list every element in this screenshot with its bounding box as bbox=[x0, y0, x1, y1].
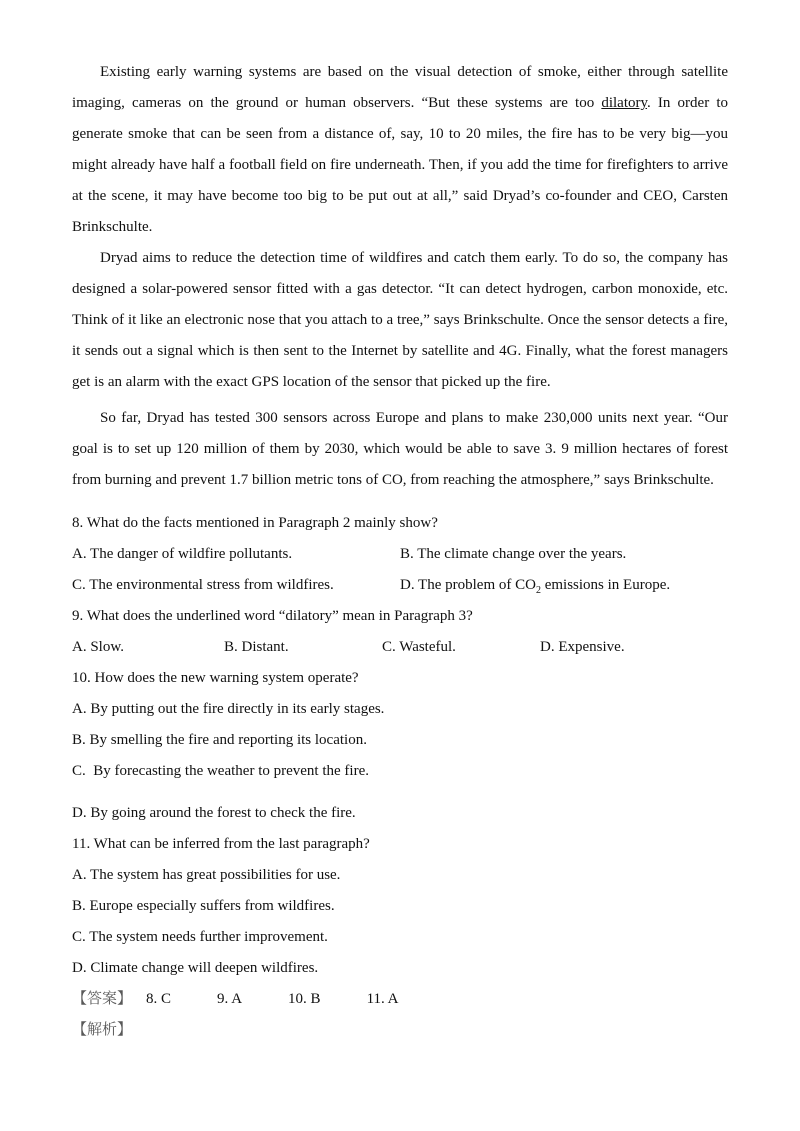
question-8-option-b: B. The climate change over the years. bbox=[400, 546, 627, 562]
answer-line bbox=[72, 984, 728, 1015]
question-11-option-c: C. The system needs further improvement. bbox=[72, 929, 328, 945]
document-content bbox=[72, 0, 728, 1046]
analysis-label: 【解析】 bbox=[72, 1022, 133, 1038]
question-8-option-d-pre: D. The problem of CO bbox=[400, 577, 536, 593]
question-9-option-c: C. Wasteful. bbox=[382, 639, 456, 655]
answer-q9: 9. A bbox=[217, 991, 243, 1007]
underlined-word-dilatory: dilatory bbox=[601, 95, 648, 111]
questions-section bbox=[72, 508, 728, 1046]
analysis-line bbox=[72, 1015, 728, 1046]
question-8-option-a: A. The danger of wildfire pollutants. bbox=[72, 546, 293, 562]
question-8-options bbox=[72, 539, 728, 601]
question-9-stem: 9. What does the underlined word “dilatory” mean in Paragraph 3? bbox=[72, 608, 473, 624]
answer-label: 【答案】 bbox=[72, 991, 133, 1007]
question-11-option-d: D. Climate change will deepen wildfires. bbox=[72, 960, 319, 976]
question-11-stem: 11. What can be inferred from the last paragraph? bbox=[72, 836, 370, 852]
question-11-option-b: B. Europe especially suffers from wildfires. bbox=[72, 898, 335, 914]
answer-q11: 11. A bbox=[366, 991, 399, 1007]
question-10-option-b: B. By smelling the fire and reporting its location. bbox=[72, 732, 367, 748]
question-9-option-b: B. Distant. bbox=[224, 639, 289, 655]
passage-paragraph-2: Dryad aims to reduce the detection time of wildfires and catch them early. To do so, the company has designed a solar-powered sensor fitted with a gas detector. “It can detect hydrogen, carbon monoxide, etc. Think of it like an electronic nose that you attach to a tree,” says Brinkschulte. Once the sensor detects a fire, it sends out a signal which is then sent to the Internet by satellite and 4G. Finally, what the forest managers get is an alarm with the exact GPS location of the sensor that picked up the fire. bbox=[72, 250, 728, 390]
passage-p1-pre: Existing early warning systems are based on the visual detection of smoke, either through satellite imaging, cameras on the ground or human observers. “But these systems are too bbox=[72, 64, 728, 111]
passage-paragraph-3: So far, Dryad has tested 300 sensors across Europe and plans to make 230,000 units next year. “Our goal is to set up 120 million of them by 2030, which would be able to save 3. 9 million hectares of forest from burning and prevent 1.7 billion metric tons of CO, from reaching the atmosphere,” says Brinkschulte. bbox=[72, 410, 728, 488]
question-10-stem: 10. How does the new warning system operate? bbox=[72, 670, 359, 686]
question-9-options bbox=[72, 632, 728, 663]
question-10 bbox=[72, 663, 728, 829]
answer-q10: 10. B bbox=[288, 991, 321, 1007]
question-8-option-c: C. The environmental stress from wildfires. bbox=[72, 577, 334, 593]
question-8-stem: 8. What do the facts mentioned in Paragraph 2 mainly show? bbox=[72, 515, 438, 531]
co2-subscript: 2 bbox=[535, 585, 541, 596]
answer-q8: 8. C bbox=[146, 991, 172, 1007]
passage-paragraph-1 bbox=[72, 57, 728, 243]
question-9-option-d: D. Expensive. bbox=[540, 639, 625, 655]
question-8-option-d bbox=[400, 570, 728, 601]
passage-p1-post: . In order to generate smoke that can be seen from a distance of, say, 10 to 20 miles, the fire has to be very big—you might already have half a football field on fire underneath. Then, if you add the time for firefighters to arrive at the scene, it may have become too big to be put out at all,” said Dryad’s co-founder and CEO, Carsten Brinkschulte. bbox=[72, 95, 729, 235]
question-9-option-a: A. Slow. bbox=[72, 639, 124, 655]
question-10-option-d: D. By going around the forest to check the fire. bbox=[72, 805, 356, 821]
question-8 bbox=[72, 508, 728, 601]
question-8-option-d-post: emissions in Europe. bbox=[540, 577, 671, 593]
question-10-option-a: A. By putting out the fire directly in its early stages. bbox=[72, 701, 385, 717]
question-10-option-c: C. By forecasting the weather to prevent the fire. bbox=[72, 763, 369, 779]
question-9 bbox=[72, 601, 728, 663]
question-11 bbox=[72, 829, 728, 984]
question-11-option-a: A. The system has great possibilities for use. bbox=[72, 867, 341, 883]
